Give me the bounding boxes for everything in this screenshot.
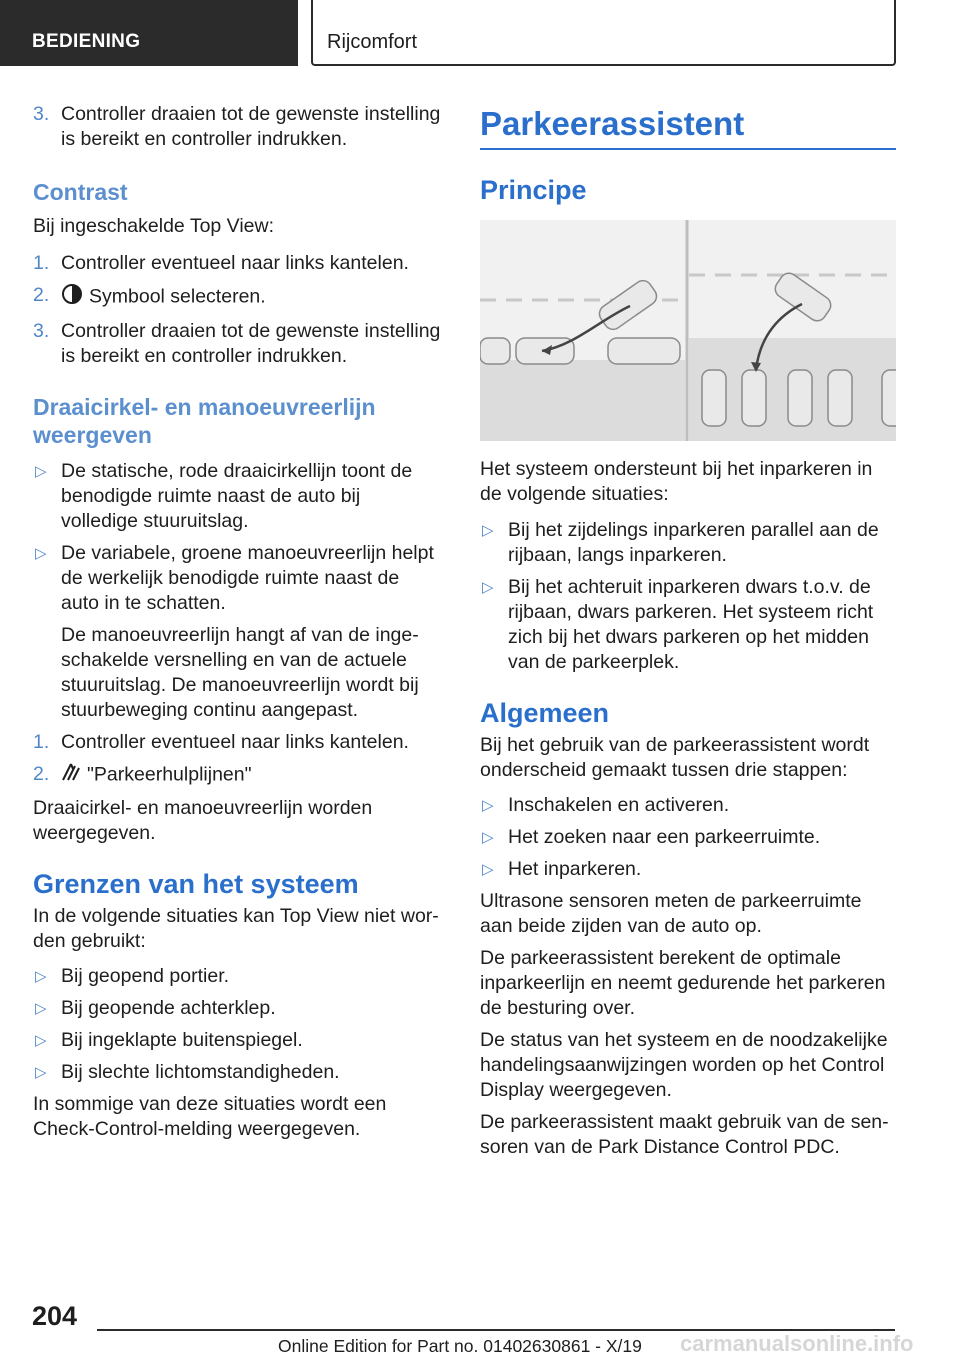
step-item xyxy=(33,730,441,755)
paragraph: De status van het systeem en de noodzakelijke handelingsaanwijzingen worden op het Control Display weergegeven. xyxy=(480,1029,888,1101)
bullet-text: Bij slechte lichtomstandigheden. xyxy=(61,1061,340,1083)
bullet-text: Bij ingeklapte buitenspiegel. xyxy=(61,1029,303,1051)
bullet-text: Bij het achteruit inparkeren dwars t.o.v. de rijbaan, dwars parkeren. Het systeem richt zich bij het dwars parkeren op het midden van de parkeerplek. xyxy=(508,576,874,673)
page-header xyxy=(0,0,960,66)
bullet-item xyxy=(33,1028,441,1053)
bullet-item xyxy=(33,996,441,1021)
bullet-text: Bij geopende achterklep. xyxy=(61,997,276,1019)
section-tab: BEDIENING xyxy=(0,0,298,66)
bullet-text: De variabele, groene manoeuvreerlijn helpt de werkelijk benodigde ruimte naast de auto in te schatten. xyxy=(61,542,434,614)
paragraph: De parkeerassistent maakt gebruik van de sensoren van de Park Distance Control PDC. xyxy=(480,1111,889,1158)
bullet-item xyxy=(480,575,896,675)
bullet-text: Inschakelen en activeren. xyxy=(508,794,730,816)
grenzen-intro: In de volgende situaties kan Top View niet worden gebruikt: xyxy=(33,905,439,952)
principe-heading: Principe xyxy=(480,175,587,205)
bullet-item xyxy=(33,459,441,534)
half-circle-icon xyxy=(61,283,83,312)
triangle-right-icon: ▷ xyxy=(35,1064,47,1081)
triangle-right-icon: ▷ xyxy=(482,522,494,539)
bullet-text: Het inparkeren. xyxy=(508,858,642,880)
heading-rule xyxy=(480,148,896,150)
algemeen-heading: Algemeen xyxy=(480,698,610,728)
result-text: Draaicirkel- en manoeuvreerlijn worden weergegeven. xyxy=(33,797,373,844)
step-number: 2. xyxy=(33,284,50,306)
step-text: Controller eventueel naar links kantelen. xyxy=(61,731,409,753)
bullet-text: Bij geopend portier. xyxy=(61,965,230,987)
triangle-right-icon: ▷ xyxy=(482,829,494,846)
bullet-item xyxy=(33,1060,441,1085)
bullet-item xyxy=(33,541,441,616)
triangle-right-icon: ▷ xyxy=(35,1000,47,1017)
contrast-intro: Bij ingeschakelde Top View: xyxy=(33,215,275,237)
step-number: 3. xyxy=(33,103,50,125)
main-heading: Parkeerassistent xyxy=(480,105,745,142)
step-number: 2. xyxy=(33,763,50,785)
parking-illustration xyxy=(480,220,896,441)
grenzen-outro: In sommige van deze situaties wordt een Check-Control-melding weergegeven. xyxy=(33,1093,387,1140)
triangle-right-icon: ▷ xyxy=(35,463,47,480)
step-text: Controller draaien tot de gewenste instelling is bereikt en controller indrukken. xyxy=(61,320,441,367)
bullet-item xyxy=(480,793,896,818)
step-text: "Parkeerhulplijnen" xyxy=(87,763,252,786)
bullet-item xyxy=(480,857,896,882)
algemeen-intro: Bij het gebruik van de parkeerassistent wordt onderscheid gemaakt tussen drie stappen: xyxy=(480,734,870,781)
bullet-item xyxy=(480,518,896,568)
draaicirkel-heading: Draaicirkel- en manoeuvreerlijn weergeven xyxy=(33,394,376,448)
right-column xyxy=(480,102,896,1167)
triangle-right-icon: ▷ xyxy=(35,545,47,562)
chapter-tab: Rijcomfort xyxy=(311,0,896,66)
bullet-text: De statische, rode draaicirkellijn toont de benodigde ruimte naast de auto bij volledige stuuruitslag. xyxy=(61,460,413,532)
triangle-right-icon: ▷ xyxy=(35,1032,47,1049)
triangle-right-icon: ▷ xyxy=(482,579,494,596)
left-column xyxy=(33,102,441,1149)
bullet-item xyxy=(33,964,441,989)
triangle-right-icon: ▷ xyxy=(35,968,47,985)
paragraph: Ultrasone sensoren meten de parkeerruimte aan beide zijden van de auto op. xyxy=(480,890,862,937)
triangle-right-icon: ▷ xyxy=(482,797,494,814)
contrast-heading: Contrast xyxy=(33,179,128,205)
step-text: Controller draaien tot de gewenste instelling is bereikt en controller indrukken. xyxy=(61,103,441,150)
step-text: Symbool selecteren. xyxy=(89,285,266,308)
triangle-right-icon: ▷ xyxy=(482,861,494,878)
bullet-text: Het zoeken naar een parkeerruimte. xyxy=(508,826,821,848)
step-item xyxy=(33,319,441,369)
step-number: 3. xyxy=(33,320,50,342)
step-item xyxy=(33,102,441,152)
page-footer xyxy=(0,1298,960,1362)
page-number: 204 xyxy=(32,1301,78,1331)
parking-lines-icon xyxy=(61,762,81,789)
step-number: 1. xyxy=(33,252,50,274)
principe-intro: Het systeem ondersteunt bij het inparkeren in de volgende situaties: xyxy=(480,458,873,505)
bullet-item xyxy=(480,825,896,850)
step-item xyxy=(33,762,441,789)
bullet-text: Bij het zijdelings inparkeren parallel aan de rijbaan, langs inparkeren. xyxy=(508,519,879,566)
grenzen-heading: Grenzen van het systeem xyxy=(33,869,359,899)
step-number: 1. xyxy=(33,731,50,753)
paragraph: De parkeerassistent berekent de optimale inparkeerlijn en neemt gedurende het parkeren de besturing over. xyxy=(480,947,886,1019)
step-item xyxy=(33,283,441,312)
step-item xyxy=(33,251,441,276)
note-text: De manoeuvreerlijn hangt af van de ingeschakelde versnelling en van de actuele stuuruitslag. De manoeuvreerlijn wordt bij stuurbeweging continu aangepast. xyxy=(61,624,419,721)
edition-text: Online Edition for Part no. 01402630861 - X/19 xyxy=(278,1336,642,1356)
watermark: carmanualsonline.info xyxy=(680,1331,914,1356)
step-text: Controller eventueel naar links kantelen. xyxy=(61,252,409,274)
